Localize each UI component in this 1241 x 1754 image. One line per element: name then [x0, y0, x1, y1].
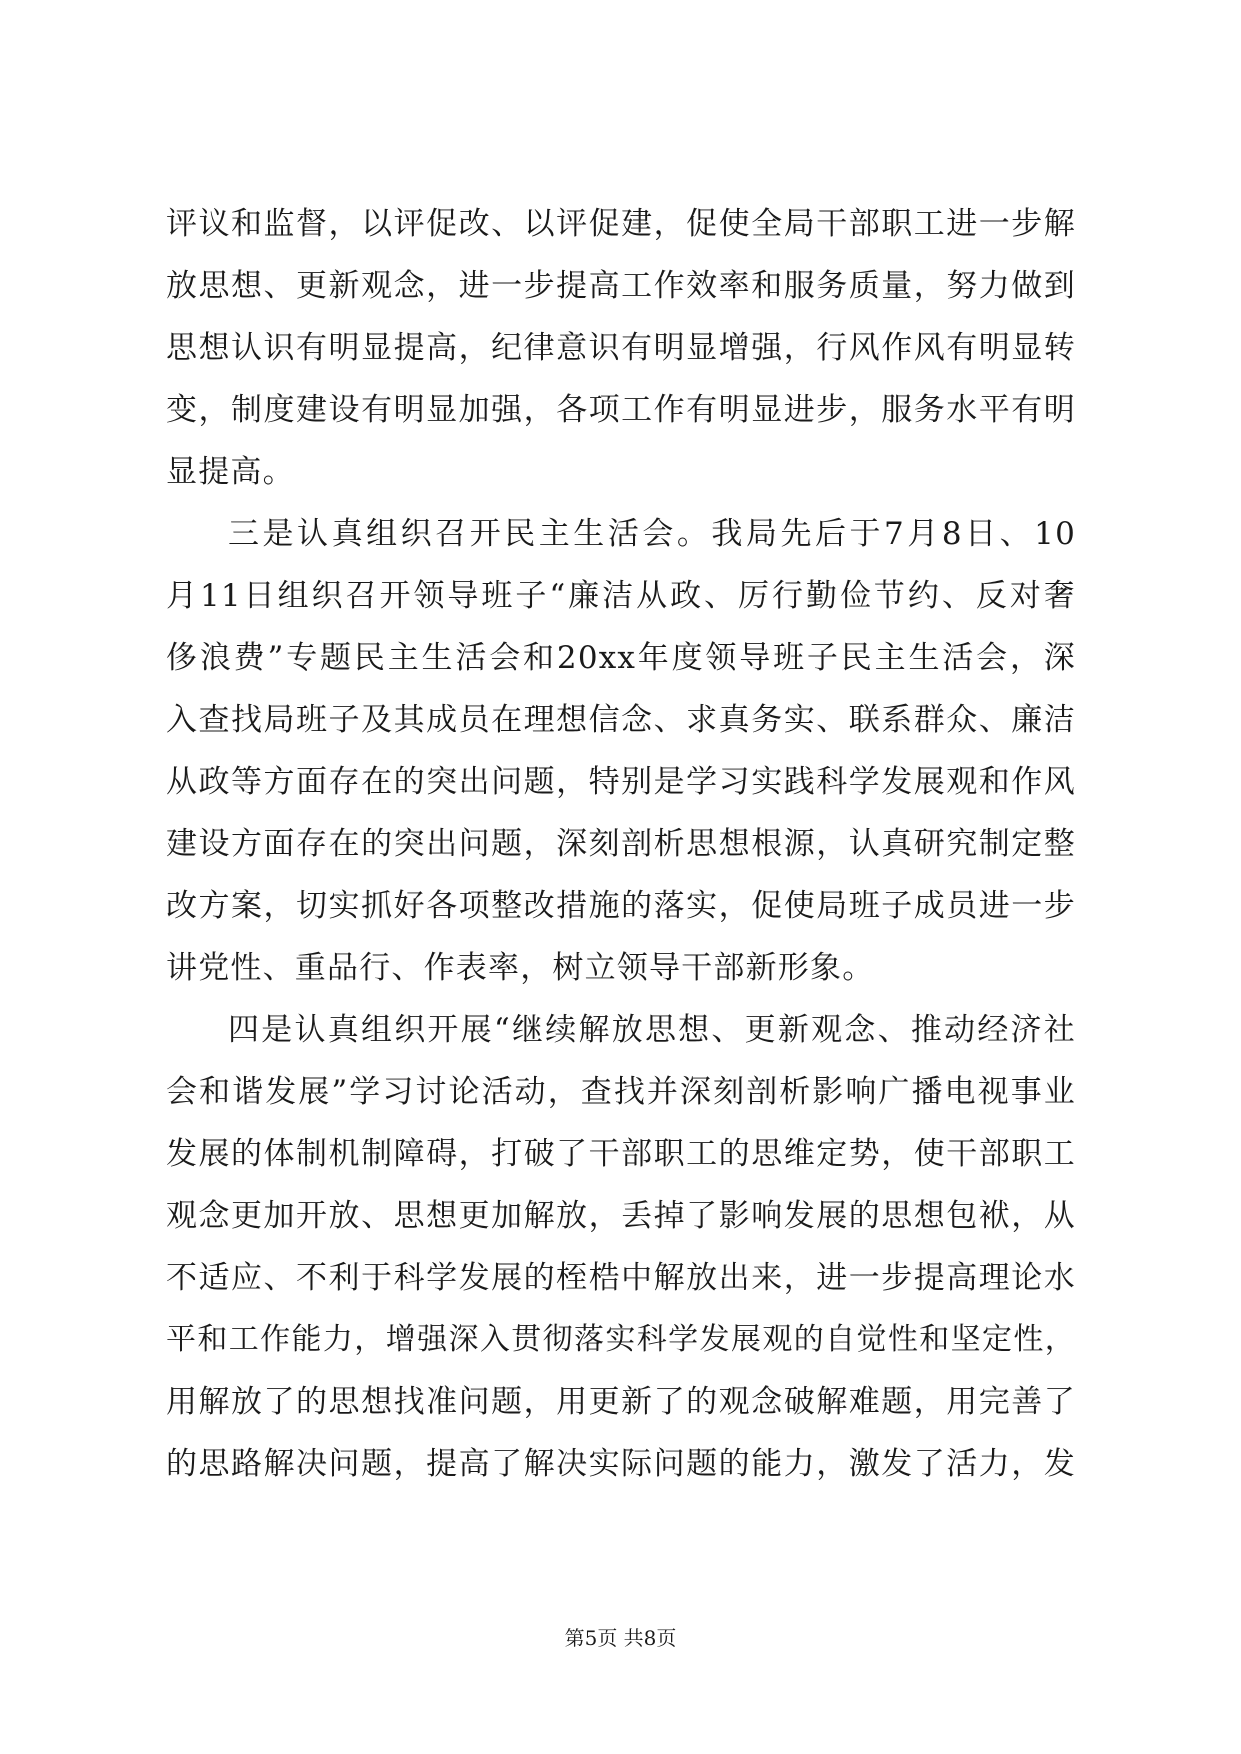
text-line: 的思路解决问题，提高了解决实际问题的能力，激发了活力，发 [166, 1446, 1076, 1482]
text-line: 会和谐发展”学习讨论活动，查找并深刻剖析影响广播电视事业 [166, 1074, 1076, 1110]
text-line: 侈浪费”专题民主生活会和20xx年度领导班子民主生活会，深 [166, 640, 1076, 676]
text-line: 建设方面存在的突出问题，深刻剖析思想根源，认真研究制定整 [166, 826, 1076, 862]
text-line: 评议和监督，以评促改、以评促建，促使全局干部职工进一步解 [166, 206, 1076, 242]
text-line: 观念更加开放、思想更加解放，丢掉了影响发展的思想包袱，从 [166, 1198, 1076, 1234]
text-line: 思想认识有明显提高，纪律意识有明显增强，行风作风有明显转 [166, 330, 1076, 366]
text-line: 用解放了的思想找准问题，用更新了的观念破解难题，用完善了 [166, 1384, 1076, 1420]
paragraph-start-line: 三是认真组织召开民主生活会。我局先后于7月8日、10 [228, 516, 1076, 552]
text-line: 变，制度建设有明显加强，各项工作有明显进步，服务水平有明 [166, 392, 1076, 428]
text-line: 月11日组织召开领导班子“廉洁从政、厉行勤俭节约、反对奢 [166, 578, 1076, 614]
text-line: 从政等方面存在的突出问题，特别是学习实践科学发展观和作风 [166, 764, 1076, 800]
text-line: 不适应、不利于科学发展的桎梏中解放出来，进一步提高理论水 [166, 1260, 1076, 1296]
page-number-footer: 第5页 共8页 [564, 1626, 677, 1650]
text-line: 入查找局班子及其成员在理想信念、求真务实、联系群众、廉洁 [166, 702, 1076, 738]
text-line: 放思想、更新观念，进一步提高工作效率和服务质量，努力做到 [166, 268, 1076, 304]
paragraph-start-line: 四是认真组织开展“继续解放思想、更新观念、推动经济社 [228, 1012, 1076, 1048]
text-line: 显提高。 [166, 454, 295, 490]
text-line: 讲党性、重品行、作表率，树立领导干部新形象。 [166, 950, 875, 986]
text-line: 改方案，切实抓好各项整改措施的落实，促使局班子成员进一步 [166, 888, 1076, 924]
text-line: 平和工作能力，增强深入贯彻落实科学发展观的自觉性和坚定性， [166, 1322, 1076, 1357]
text-line: 发展的体制机制障碍，打破了干部职工的思维定势，使干部职工 [166, 1136, 1076, 1172]
